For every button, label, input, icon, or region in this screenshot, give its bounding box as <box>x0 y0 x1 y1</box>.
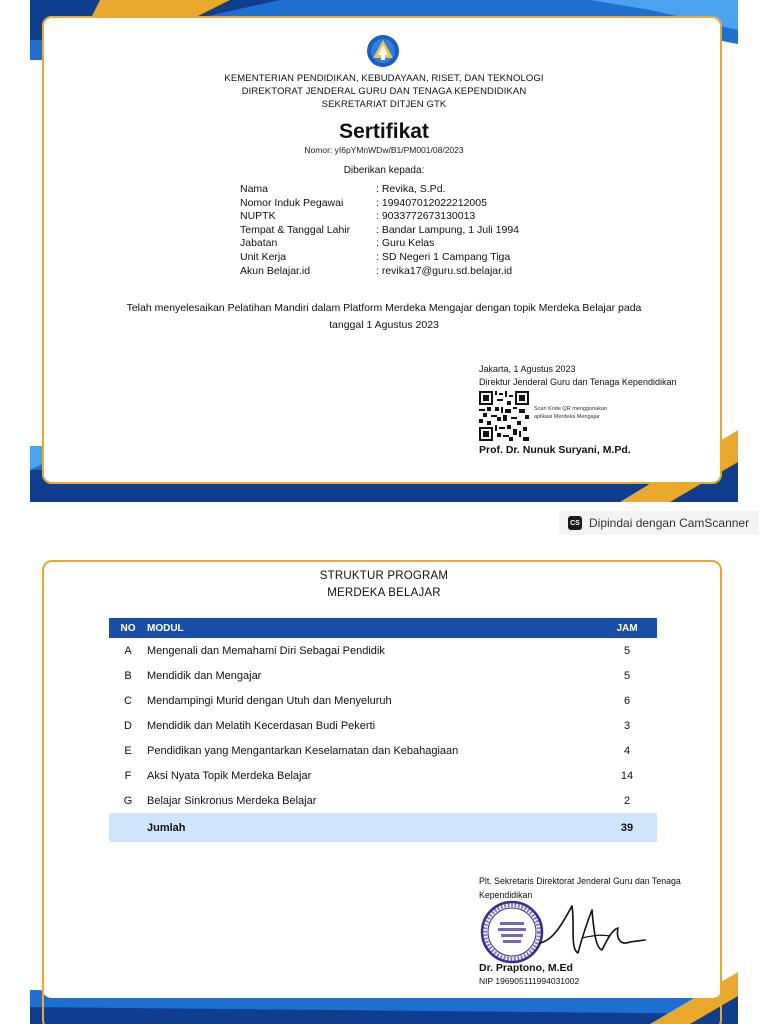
program-subtitle: MERDEKA BELAJAR <box>327 587 441 599</box>
info-label: NUPTK <box>240 210 276 223</box>
info-value: : Bandar Lampung, 1 Juli 1994 <box>376 223 520 236</box>
row-jam: 6 <box>623 694 631 707</box>
row-no: B <box>124 669 132 682</box>
qr-code-icon <box>479 391 529 441</box>
row-modul: Aksi Nyata Topik Merdeka Belajar <box>147 769 312 782</box>
program-title: STRUKTUR PROGRAM <box>319 570 449 582</box>
row-jam: 2 <box>623 794 631 807</box>
table-row <box>109 763 657 788</box>
director-title: Direktur Jenderal Guru dan Tenaga Kependidikan <box>479 377 677 387</box>
program-structure-page <box>30 552 738 1024</box>
table-row <box>109 688 657 713</box>
row-modul: Pendidikan yang Mengantarkan Keselamatan dan Kebahagiaan <box>147 744 459 757</box>
info-value: : Guru Kelas <box>376 237 435 250</box>
info-label: Unit Kerja <box>240 250 287 263</box>
row-jam: 5 <box>623 669 631 682</box>
certificate-number: Nomor: yI6pYMnWDw/B1/PM001/08/2023 <box>304 145 464 155</box>
row-modul: Mendampingi Murid dengan Utuh dan Menyeluruh <box>147 694 392 707</box>
total-spacer <box>109 813 147 842</box>
ministry-line: KEMENTERIAN PENDIDIKAN, KEBUDAYAAN, RISET, DAN TEKNOLOGI <box>224 73 544 84</box>
secretary-nip: NIP 196905111994031002 <box>479 976 580 986</box>
table-row <box>109 788 657 813</box>
row-no: C <box>124 694 132 707</box>
directorate-line: DIREKTORAT JENDERAL GURU DAN TENAGA KEPENDIDIKAN <box>241 86 527 97</box>
column-header-modul: MODUL <box>147 618 597 638</box>
camscanner-badge <box>559 511 759 535</box>
info-value: : SD Negeri 1 Campang Tiga <box>376 250 511 263</box>
info-value: : 9033772673130013 <box>376 210 476 223</box>
info-row <box>240 183 519 197</box>
row-jam: 5 <box>623 644 631 657</box>
signature-icon <box>530 898 650 968</box>
given-to-label: Diberikan kepada: <box>343 165 425 176</box>
column-header-jam: JAM <box>597 618 657 638</box>
place-date: Jakarta, 1 Agustus 2023 <box>479 364 576 374</box>
info-row <box>240 197 519 211</box>
secretary-title-line: Plt. Sekretaris Direktorat Jenderal Guru dan Tenaga <box>479 876 681 886</box>
row-modul: Mendidik dan Mengajar <box>147 669 262 682</box>
info-value: : Revika, S.Pd. <box>376 183 446 195</box>
row-jam: 3 <box>623 719 631 732</box>
info-label: Nama <box>240 183 269 195</box>
recipient-info-table <box>240 183 519 278</box>
certificate-page <box>30 0 738 502</box>
camscanner-logo-icon: CS <box>568 516 582 530</box>
completion-statement <box>100 300 668 334</box>
info-row <box>240 224 519 238</box>
table-row <box>109 738 657 763</box>
table-row <box>109 713 657 738</box>
row-modul: Belajar Sinkronus Merdeka Belajar <box>147 794 317 807</box>
table-row <box>109 663 657 688</box>
info-row <box>240 265 519 279</box>
row-no: A <box>124 644 132 657</box>
row-no: G <box>123 794 133 807</box>
info-label: Jabatan <box>240 237 278 250</box>
info-label: Nomor Induk Pegawai <box>240 196 344 209</box>
column-header-no: NO <box>109 618 147 638</box>
info-label: Tempat & Tanggal Lahir <box>240 223 351 236</box>
certificate-title: Sertifikat <box>339 120 429 143</box>
row-jam: 4 <box>623 744 631 757</box>
camscanner-text: Dipindai dengan CamScanner <box>589 516 750 530</box>
row-modul: Mengenali dan Memahami Diri Sebagai Pendidik <box>147 644 385 657</box>
total-row <box>109 813 657 842</box>
tut-wuri-handayani-emblem-icon <box>366 34 400 68</box>
row-no: E <box>124 744 132 757</box>
total-value: 39 <box>597 813 657 842</box>
table-row <box>109 638 657 663</box>
total-label: Jumlah <box>147 813 597 842</box>
info-label: Akun Belajar.id <box>240 264 311 277</box>
table-header-row <box>109 618 657 638</box>
qr-scan-note: Scan Kode QR menggunakan aplikasi Merdeka Mengajar <box>534 406 608 420</box>
row-modul: Mendidik dan Melatih Kecerdasan Budi Pekerti <box>147 719 376 732</box>
completion-date-line: tanggal 1 Agustus 2023 <box>329 319 439 331</box>
row-jam: 14 <box>620 769 634 782</box>
completion-line: Telah menyelesaikan Pelatihan Mandiri dalam Platform Merdeka Mengajar dengan topik Merdeka Belajar pada <box>126 302 642 314</box>
info-row <box>240 210 519 224</box>
info-row <box>240 237 519 251</box>
director-name: Prof. Dr. Nunuk Suryani, M.Pd. <box>479 444 631 456</box>
row-no: D <box>124 719 132 732</box>
module-table <box>109 618 657 842</box>
secretary-name: Dr. Praptono, M.Ed <box>479 962 573 974</box>
secretary-title-line: Kependidikan <box>479 890 533 900</box>
info-value: : 199407012022212005 <box>376 196 487 209</box>
director-sign-block <box>479 363 676 389</box>
secretariat-line: SEKRETARIAT DITJEN GTK <box>321 99 447 110</box>
row-no: F <box>124 769 132 782</box>
info-value: : revika17@guru.sd.belajar.id <box>376 264 513 277</box>
info-row <box>240 251 519 265</box>
